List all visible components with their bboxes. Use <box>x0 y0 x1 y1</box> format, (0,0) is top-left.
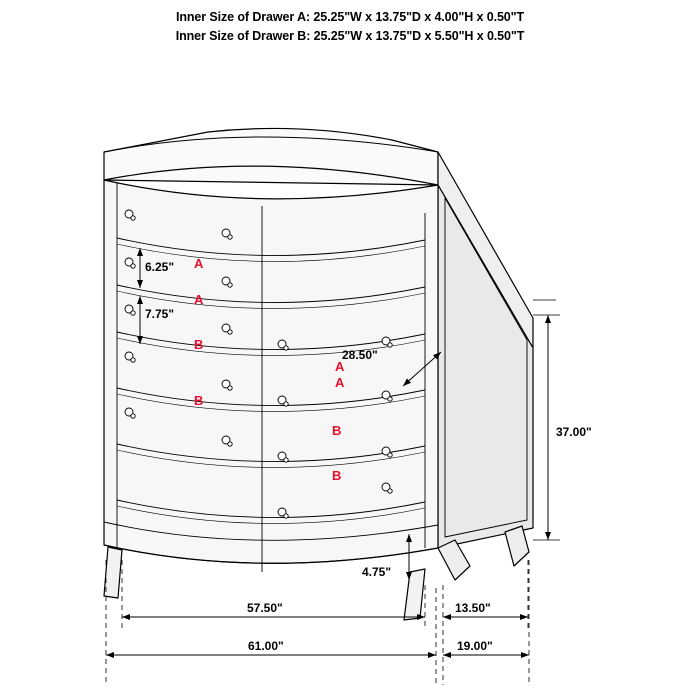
label-overall-depth: 19.00" <box>457 639 493 653</box>
drawer-label-right-3: B <box>332 423 342 438</box>
drawer-label-right-1: A <box>335 359 345 374</box>
drawer-label-right-2: A <box>335 375 345 390</box>
header-line-1: Inner Size of Drawer A: 25.25"W x 13.75"D x 4.00"H x 0.50"T <box>175 10 525 24</box>
label-leg-height: 4.75" <box>362 565 392 579</box>
drawer-label-left-2: A <box>194 292 204 307</box>
header-line-2: Inner Size of Drawer B: 25.25"W x 13.75"D x 5.50"H x 0.50"T <box>175 29 525 43</box>
label-side-depth: 13.50" <box>455 601 491 615</box>
leg-side-right <box>505 526 529 566</box>
label-top-depth: 28.50" <box>342 348 378 362</box>
drawer-label-right-4: B <box>332 468 342 483</box>
front-body <box>104 180 438 563</box>
leg-front-left <box>104 547 122 598</box>
label-drawer-b-height: 7.75" <box>145 307 175 321</box>
drawer-label-left-4: B <box>194 393 204 408</box>
leg-front-right <box>404 569 425 620</box>
drawer-label-left-3: B <box>194 337 204 352</box>
drawer-label-left-1: A <box>194 256 204 271</box>
label-front-width: 57.50" <box>247 601 283 615</box>
label-drawer-a-height: 6.25" <box>145 260 175 274</box>
label-overall-width: 61.00" <box>248 639 284 653</box>
label-total-height: 37.00" <box>556 425 592 439</box>
leg-back-right <box>438 540 470 580</box>
